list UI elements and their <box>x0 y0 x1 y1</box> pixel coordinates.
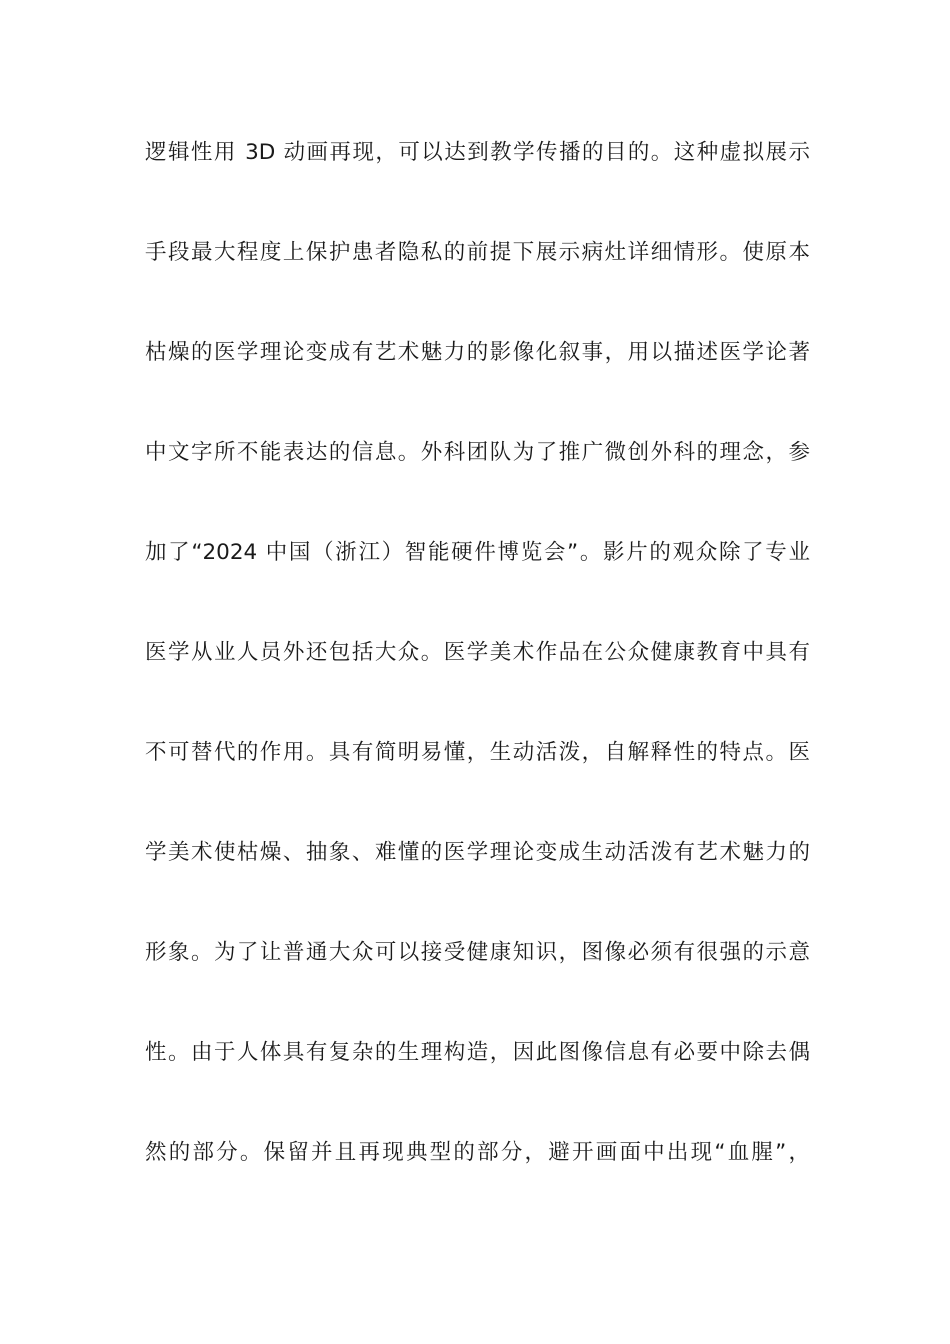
text-line: 不可替代的作用。具有简明易懂，生动活泼，自解释性的特点。医 <box>145 740 810 765</box>
text-line: 加了“2024 中国（浙江）智能硬件博览会”。影片的观众除了专业 <box>145 540 810 565</box>
text-line: 形象。为了让普通大众可以接受健康知识，图像必须有很强的示意 <box>145 940 810 965</box>
body-text <box>145 128 810 1228</box>
text-line: 学美术使枯燥、抽象、难懂的医学理论变成生动活泼有艺术魅力的 <box>145 840 810 865</box>
text-line: 枯燥的医学理论变成有艺术魅力的影像化叙事，用以描述医学论著 <box>145 340 810 365</box>
text-line: 手段最大程度上保护患者隐私的前提下展示病灶详细情形。使原本 <box>145 240 810 265</box>
text-line: 然的部分。保留并且再现典型的部分，避开画面中出现“血腥”， <box>145 1140 810 1165</box>
text-line: 逻辑性用 3D 动画再现，可以达到教学传播的目的。这种虚拟展示 <box>145 140 810 165</box>
text-line: 医学从业人员外还包括大众。医学美术作品在公众健康教育中具有 <box>145 640 810 665</box>
text-line: 性。由于人体具有复杂的生理构造，因此图像信息有必要中除去偶 <box>145 1040 810 1065</box>
text-line: 中文字所不能表达的信息。外科团队为了推广微创外科的理念，参 <box>145 440 810 465</box>
